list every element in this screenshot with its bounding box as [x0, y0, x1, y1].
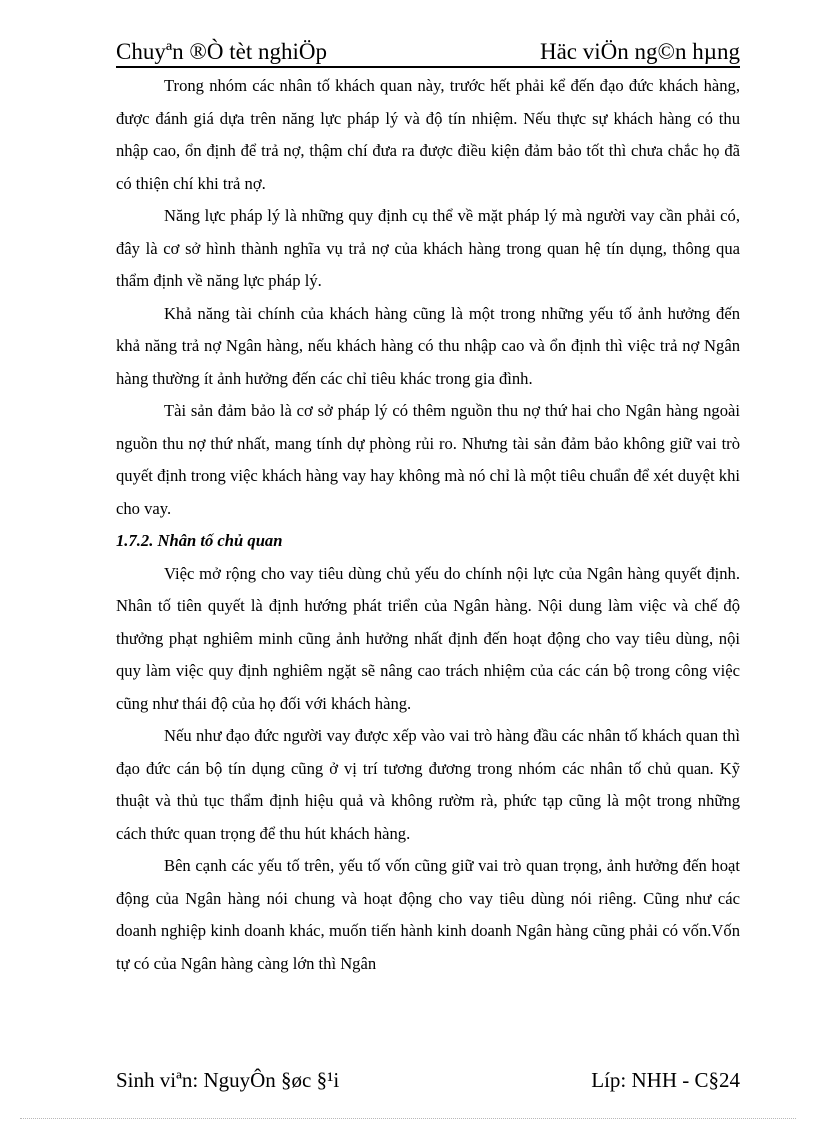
page-bottom-edge — [20, 1118, 796, 1119]
section-heading: 1.7.2. Nhân tố chủ quan — [116, 531, 283, 550]
paragraph-capital: Bên cạnh các yếu tố trên, yếu tố vốn cũng giữ vai trò quan trọng, ảnh hưởng đến hoạt động của Ngân hàng nói chung và hoạt động cho vay tiêu dùng nói riêng. Cũng như các doanh nghiệp kinh doanh khác, muốn tiến hành kinh doanh Ngân hàng cũng phải có vốn.Vốn tự có của Ngân hàng càng lớn thì Ngân — [116, 856, 740, 973]
header-institution: Häc viÖn ng©n hµng — [539, 39, 740, 64]
page-footer — [116, 1067, 740, 1093]
paragraph-legal-capacity: Năng lực pháp lý là những quy định cụ thể về mặt pháp lý mà người vay cần phải có, đây là cơ sở hình thành nghĩa vụ trả nợ của khách hàng trong quan hệ tín dụng, thông qua thẩm định về năng lực pháp lý. — [116, 206, 740, 290]
paragraph-objective-factors: Trong nhóm các nhân tố khách quan này, trước hết phải kể đến đạo đức khách hàng, được đánh giá dựa trên năng lực pháp lý và độ tín nhiệm. Nếu thực sự khách hàng có thu nhập cao, ổn định để trả nợ, thậm chí đưa ra được điều kiện đảm bảo tốt thì chưa chắc họ đã có thiện chí khi trả nợ. — [116, 76, 740, 193]
footer-class: Líp: NHH - C§24 — [591, 1068, 740, 1092]
footer-student-name: Sinh viªn: NguyÔn §øc §¹i — [116, 1068, 340, 1092]
page-header — [116, 38, 740, 66]
paragraph-credit-officer-ethics: Nếu như đạo đức người vay được xếp vào vai trò hàng đầu các nhân tố khách quan thì đạo đức cán bộ tín dụng cũng ở vị trí tương đương trong nhóm các nhân tố chủ quan. Kỹ thuật và thủ tục thẩm định hiệu quả và không rườm rà, phức tạp cũng là một trong những cách thức quan trọng để thu hút khách hàng. — [116, 726, 740, 843]
paragraph-collateral: Tài sản đảm bảo là cơ sở pháp lý có thêm nguồn thu nợ thứ hai cho Ngân hàng ngoài nguồn thu nợ thứ nhất, mang tính dự phòng rủi ro. Nhưng tài sản đảm bảo không giữ vai trò quyết định trong việc khách hàng vay hay không mà nó chỉ là một tiêu chuẩn để xét duyệt khi cho vay. — [116, 401, 740, 518]
header-divider — [116, 66, 740, 68]
paragraph-financial-capacity: Khả năng tài chính của khách hàng cũng là một trong những yếu tố ảnh hưởng đến khả năng trả nợ Ngân hàng, nếu khách hàng có thu nhập cao và ổn định thì việc trả nợ Ngân hàng thường ít ảnh hưởng đến các chỉ tiêu khác trong gia đình. — [116, 303, 740, 388]
paragraph-internal-capacity: Việc mở rộng cho vay tiêu dùng chủ yếu do chính nội lực của Ngân hàng quyết định. Nhân tố tiên quyết là định hướng phát triển của Ngân hàng. Nội dung làm việc và chế độ thưởng phạt nghiêm minh cũng ảnh hưởng nhất định đến hoạt động cho vay tiêu dùng, nội quy làm việc quy định nghiêm ngặt sẽ nâng cao trách nhiệm của các cán bộ trong công việc cũng như thái độ của họ đối với khách hàng. — [116, 563, 740, 713]
document-body — [116, 70, 740, 980]
header-document-type: Chuyªn ®Ò tèt nghiÖp — [116, 39, 328, 64]
